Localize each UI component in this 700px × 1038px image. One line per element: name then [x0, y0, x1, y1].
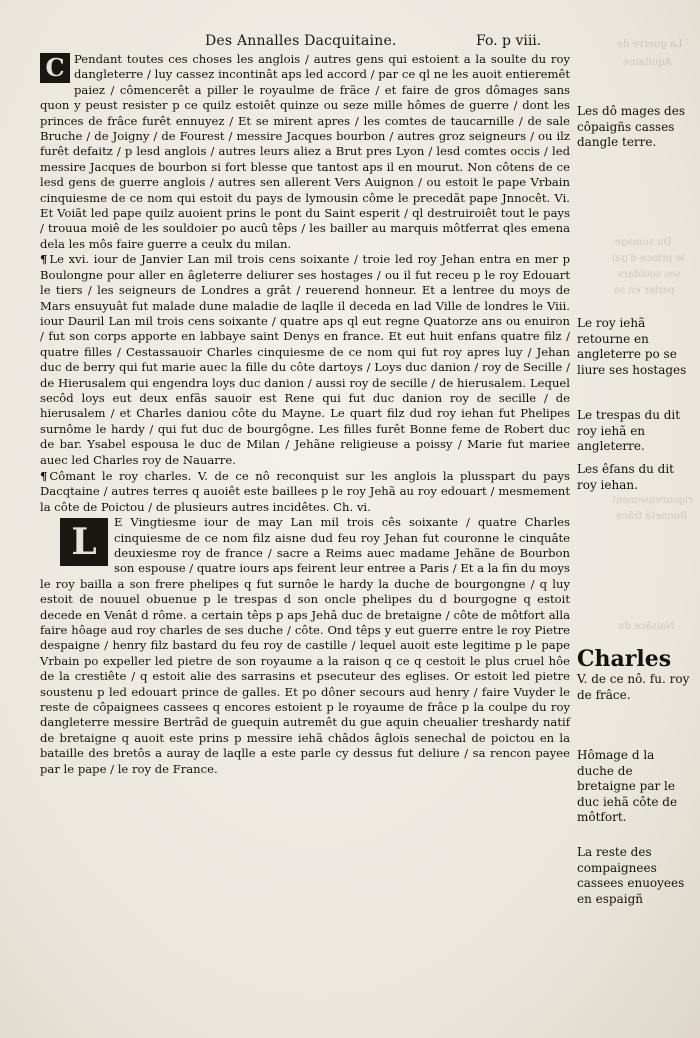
margin-note-children: Les êfans du dit roy iehan.: [577, 462, 675, 492]
folio-number: Fo. p viii.: [476, 33, 542, 49]
margin-note-charles: V. de ce nô. fu. roy de frâce.: [577, 672, 690, 702]
drop-cap-initial: C: [40, 53, 70, 83]
margin-note-death: Le trespas du dit roy iehã en angleterre.: [577, 408, 681, 453]
section-heading: [40, 469, 570, 515]
section-heading-text: Cômant le roy charles. V. de ce nô reconquist sur les anglois la plusspart du pays Dacqtaine / autres terres q auoiêt este baillees p le roy Jehã au roy edouart / mesmement la côte de Poictou / de plusieurs autres incidêtes. Ch. vi.: [40, 468, 570, 514]
bleed-through-text: La guerre de: [617, 39, 683, 50]
pilcrow-icon: ¶: [40, 468, 48, 483]
bleed-through-text: ses souldars: [618, 269, 681, 280]
main-text-column: [40, 52, 570, 777]
margin-title-charles: Charles: [577, 646, 672, 672]
running-head-title: Des Annalles Dacquitaine.: [205, 33, 397, 49]
margin-note-companies: La reste des compaignees cassees enuoyees en espaigñ: [577, 845, 685, 906]
pilcrow-icon: ¶: [40, 252, 48, 267]
margin-note-return: Le roy iehã retourne en angleterre po se liure ses hostages: [577, 316, 687, 377]
bleed-through-text: rigoureusement: [612, 495, 693, 506]
margin-note-homage: Hômage d la duche de bretaigne par le duc iehã côte de môtfort.: [577, 748, 678, 824]
paragraph-3-text: E Vingtiesme iour de may Lan mil trois cês soixante / quatre Charles cinquiesme de ce nom filz aisne dud feu roy Jehan fut couronne le cinquâte deuxiesme roy de france / sacre a Reims auec madame Jehãne de Bourbon son espouse / quatre iours aps feirent leur entree a Paris / Et a la fin du moys le roy bailla a son frere phelipes q fut surnôe le hardy la duche de bourgongne / q luy estoit de nouuel obuenue p le trespas d son oncle phelipes du d bourgogne q estoit decede en Venât d rôme. a certain têps p aps Jehâ duc de bretaigne / côte de môtfort alla faire hôage aud roy charles de ses duche / côte. Ond têps y eut guerre entre le roy Pietre despaigne / henry filz bastard du feu roy de castille / lequel auoit este legitime p le pape Vrbain po expeller led pietre de son royaume a la raison q ce q cestoit le plus cruel hôe de la crestiête / q estoit alie des sarrasins et psecuteur des eglises. Or estoit led pietre soustenu p led edouart prince de galles. Et po dôner secours aud henry / faire Vuyder le reste de côpaignees cassees q encores estoient p le royaume de frâce p la coulpe du roy dangleterre messire Bertrãd de guequin autremêt du gue aquin cheualier treshardy natif de bretaigne q auoit este prins p messire iehã châdos âglois senechal de poictou en la bataille des bretôs a auray de laqlle a este parle cy dessus fut deliure / sa rencon payee par le pape / le roy de France.: [40, 515, 570, 776]
paragraph-3: [40, 515, 570, 777]
paragraph-1: [40, 52, 570, 252]
paragraph-2: [40, 252, 570, 468]
paragraph-1-text: Pendant toutes ces choses les anglois / autres gens qui estoient a la soulte du roy dangleterre / luy cassez incontinât aps led accord / par ce ql ne les auoit entieremêt paiez / cômencerêt a piller le royaulme de frãce / et faire de gros dômages sans quon y peust resister p ce quilz estoiêt quinze ou seze mille hômes de guerre / dont les princes de frâce furêt ennuyez / Et se mirent apres / les comtes de taucarnille / de sale Bruche / de Joigny / de Fourest / messire Jacques bourbon / autres groz seigneurs / ou ilz furêt defaitz / p lesd anglois / autres leurs aliez a Brut pres Lyon / lesd comtes occis / led messire Jacques de bourbon si fort blesse que tantost aps il en mourut. Non côtens de ce lesd gens de guerre anglois / autres sen allerent Vers Auignon / ou estoit le pape Vrbain cinquiesme de ce nom qui estoit du pays de lymousin côme le precedãt pape Jnnocêt. Vi. Et Voiãt led pape quilz auoient prins le pont du Saint esperit / ql destruiroiêt tout le pays / trouua moiê de les souldoier po aucû têps / les bailler au marquis môtferrat qles emena dela les môs faire guerre a ceulx du milan.: [40, 52, 570, 251]
bleed-through-text: Bonneté frâce: [616, 511, 688, 522]
decorated-initial-icon: L: [60, 518, 108, 566]
bleed-through-text: Aquitaine: [623, 57, 672, 68]
paragraph-2-text: Le xvi. iour de Janvier Lan mil trois cens soixante / troie led roy Jehan entra en mer p Boulongne pour aller en âgleterre deliurer ses hostages / ou il fut receu p le roy Edouart le tiers / les seigneurs de Londres a grât / reuerend honneur. Et a lentree du moys de Mars ensuyuât fut malade dune maladie de laqlle il deceda en lad Ville de londres le Viii. iour Dauril Lan mil trois cens soixante / quatre aps ql eut regne Quatorze ans ou enuiron / fut son corps apporte en labbaye saint Denys en france. Et eut huit enfans quatre filz / quatre filles / Cestassauoir Charles cinquiesme de ce nom qui fut roy apres luy / Jehan duc de berry qui fut marie auec la fille du côte dartoys / Loys duc danion / roy de Secille / de Hierusalem qui engendra loys duc danion / aussi roy de secille / de hierusalem. Lequel secôd loys eut deux enfãs sauoir est Rene qui fut duc danion roy de secille / de hierusalem / et Charles daniou côte du Mayne. Le quart filz dud roy iehan fut Phelipes surnôme le hardy / qui fut duc de bourgôgne. Les filles furêt Bonne feme de Robert duc de bar. Ysabel espousa le duc de Milan / Jehãne religieuse a poissy / Marie fut mariee auec led Charles roy de Nauarre.: [40, 252, 570, 467]
margin-note-damages: Les dô mages des côpaigñs casses dangle terre.: [577, 104, 685, 149]
bleed-through-text: parler en sa: [614, 285, 675, 296]
bleed-through-text: Du somage: [615, 237, 672, 248]
bleed-through-text: le prince d'gal: [612, 253, 685, 264]
bleed-through-text: Naisãce du: [618, 621, 675, 632]
